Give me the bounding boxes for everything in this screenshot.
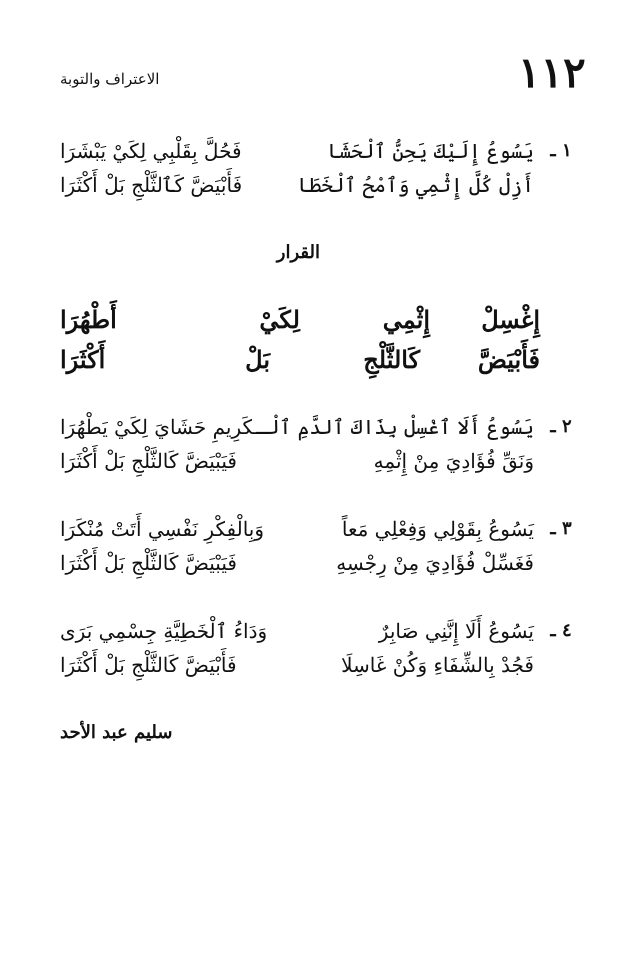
- refrain-word: إِغْسِلْ: [481, 305, 540, 334]
- verse-line: [60, 650, 580, 684]
- hemistich-left: وَبِالْفِكْرِ نَفْسِي أَتَتْ مُنْكَرَا: [60, 517, 265, 541]
- refrain-word: أَطْهُرَا: [60, 305, 117, 334]
- stanza-3: [60, 514, 580, 582]
- author-signature: سليم عبد الأحد: [60, 722, 173, 743]
- verse-line: [60, 514, 580, 548]
- hemistich-right: وَنَقِّ فُؤَادِيَ مِنْ إِثْمِهِ: [373, 449, 534, 473]
- hemistich-left: فَيَبْيَضَّ كَالثَّلْجِ بَلْ أَكْثَرَا: [60, 449, 237, 473]
- refrain-title: القرار: [276, 242, 320, 263]
- verse-line: [60, 170, 580, 204]
- verse-line: [60, 412, 580, 446]
- stanza-number: ٣ ـ: [550, 518, 572, 539]
- hemistich-left: فَيَبْيَضَّ كَالثَّلْجِ بَلْ أَكْثَرَا: [60, 551, 237, 575]
- stanza-2: [60, 412, 580, 480]
- hemistich-left: فَأَبْيَضَّ كَالثَّلْجِ بَلْ أَكْثَرَا: [60, 653, 237, 677]
- stanza-number: ١ ـ: [550, 140, 572, 161]
- hemistich-right: يَسُوعُ أَلَا ٱغْسِلْ بِذَاكَ ٱلدَّمِ ٱلْـ: [256, 415, 534, 439]
- stanza-number: ٤ ـ: [550, 620, 572, 641]
- refrain-word: لِكَيْ: [259, 305, 300, 334]
- hemistich-right: يَسُوعُ إِلَيْكَ يَحِنُّ ٱلْحَشَا: [327, 139, 534, 163]
- page-number: ١١٢: [518, 48, 586, 97]
- refrain-line: [60, 344, 540, 384]
- hemistich-right: فَجُدْ بِالشِّفَاءِ وَكُنْ غَاسِلَا: [341, 653, 534, 677]
- refrain-word: كَالثَّلْجِ: [363, 345, 420, 374]
- hemistich-right: فَغَسِّلْ فُؤَادِيَ مِنْ رِجْسِهِ: [336, 551, 534, 575]
- verse-line: [60, 136, 580, 170]
- stanza-1: [60, 136, 580, 204]
- hemistich-right: يَسُوعُ أَلَا إِنَّنِي صَابِرٌ: [378, 619, 534, 643]
- stanza-number: ٢ ـ: [550, 416, 572, 437]
- section-title: الاعتراف والتوبة: [60, 70, 160, 88]
- refrain-word: فَأَبْيَضَّ: [477, 345, 540, 374]
- verse-line: [60, 446, 580, 480]
- verse-line: [60, 548, 580, 582]
- refrain: [60, 304, 540, 384]
- stanza-4: [60, 616, 580, 684]
- refrain-word: إِثْمِي: [382, 305, 430, 334]
- refrain-word: بَلْ: [245, 345, 270, 374]
- refrain-word: أَكْثَرَا: [60, 345, 106, 374]
- hemistich-left: فَأَبْيَضَّ كَٱلثَّلْجِ بَلْ أَكْثَرَا: [60, 173, 243, 197]
- hemistich-left: فَحُلَّ بِقَلْبِي لِكَيْ يَبْشَرَا: [60, 139, 242, 163]
- refrain-line: [60, 304, 540, 344]
- hemistich-left: وَدَاءُ ٱلْخَطِيَّةِ جِسْمِي بَرَى: [60, 619, 268, 643]
- hemistich-right: يَسُوعُ بِقَوْلِي وَفِعْلِي مَعاً: [341, 517, 534, 541]
- hemistich-left: ـكَرِيمِ حَشَايَ لِكَيْ يَطْهُرَا: [60, 415, 260, 439]
- verse-line: [60, 616, 580, 650]
- hemistich-right: أَزِلْ كُلَّ إِثْمِي وَٱمْحُ ٱلْخَطَا: [297, 173, 534, 197]
